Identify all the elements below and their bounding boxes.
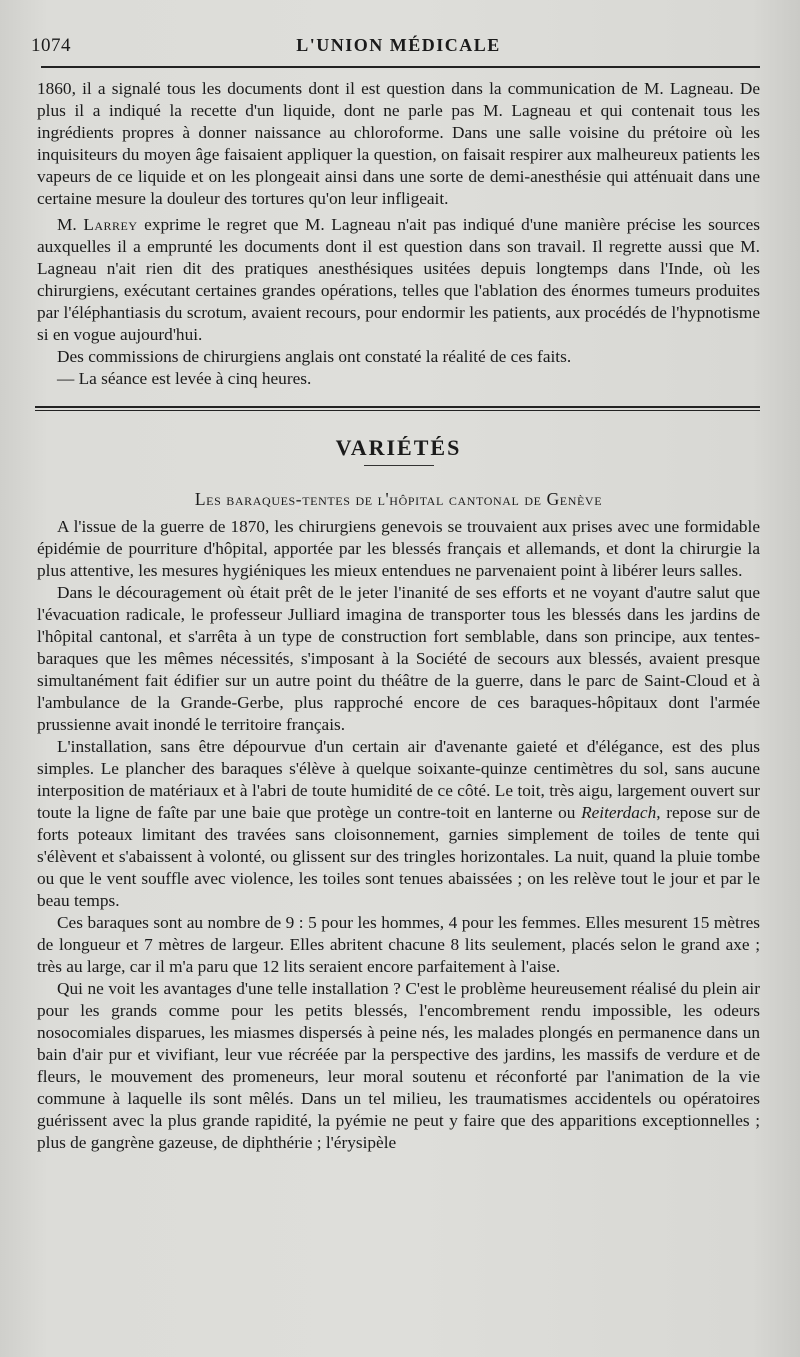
running-head	[31, 30, 760, 60]
paragraph-commissions: Des commissions de chirurgiens anglais ont constaté la réalité de ces faits.	[57, 347, 572, 366]
paragraph-closing: — La séance est levée à cinq heures.	[57, 369, 312, 388]
article-paragraph-3-text-b: , repose sur de forts poteaux limitant des travées sans cloisonnement, garnies simplement de toiles de tente qui s'élèvent et s'abaissent à volonté, ou glissent sur des tringles horizontales. La nuit, quand la pluie tombe ou que le vent souffle avec violence, les toiles sont tenues abaissées ; on les relève tout le jour et par le beau temps.	[37, 803, 760, 910]
section-divider	[35, 406, 760, 411]
article-paragraph-1: A l'issue de la guerre de 1870, les chirurgiens genevois se trouvaient aux prises avec une formidable épidémie de pourriture d'hôpital, apportée par les blessés français et allemands, et dont la chirurgie la plus attentive, les mesures hygiéniques les mieux entendues ne parvenaient point à libérer leurs salles.	[37, 517, 760, 580]
article-paragraph-3-text-a: L'installation, sans être dépourvue d'un certain air d'avenante gaieté et d'élégance, est des plus simples. Le plancher des baraques s'élève à quelque soixante-quinze centimètres du sol, sans aucune interposition de matériaux et à l'abri de toute humidité de ce côté. Le toit, très aigu, largement ouvert sur toute la ligne de faîte par une baie que protège un contre-toit en lanterne ou	[37, 737, 760, 822]
italic-term: Reiterdach	[581, 803, 657, 822]
paragraph-larrey	[37, 214, 760, 346]
speaker-name: Larrey	[83, 215, 138, 234]
paragraph-larrey-text: exprime le regret que M. Lagneau n'ait pas indiqué d'une manière précise les sources auxquelles il a emprunté les documents dont il est question dans son travail. Il regrette aussi que M. Lagneau n'ait rien dit des pratiques anesthésiques usitées depuis longtemps dans l'Inde, où les chirurgiens, exécutant certaines grandes opérations, telles que l'ablation des énormes tumeurs produites par l'éléphantiasis du scrotum, avaient recours, pour endormir les patients, aux procédés de l'hypnotisme si en vogue aujourd'hui.	[37, 215, 760, 344]
article-paragraph-5: Qui ne voit les avantages d'une telle installation ? C'est le problème heureusement réalisé du plein air pour les grands comme pour les petits blessés, l'encombrement rendu impossible, les odeurs nosocomiales disparues, les miasmes dispersés à peine nés, les malades plongés en permanence dans un bain d'air pur et vivifiant, leur vue récréée par la perspective des jardins, les massifs de verdure et de fleurs, le mouvement des promeneurs, leur moral soutenu et réconforté par l'animation de la vie commune à laquelle ils sont mêlés. Dans un tel milieu, les traumatismes accidentels ou opératoires guérissent avec la plus grande rapidité, la pyémie ne peut y faire que des apparitions exceptionnelles ; plus de gangrène gazeuse, de diphthérie ; l'érysipèle	[37, 979, 760, 1152]
paragraph-continued: 1860, il a signalé tous les documents dont il est question dans la communication de M. Lagneau. De plus il a indiqué la recette d'un liquide, dont ne parle pas M. Lagneau et qui contenait tous les ingrédients propres à donner naissance au chloroforme. Dans une salle voisine du prétoire où les inquisiteurs du moyen âge faisaient appliquer la question, on faisait respirer aux malheureux patients les vapeurs de ce liquide et on les plongeait ainsi dans une sorte de demi-anesthésie qui atténuait dans une certaine mesure la douleur des tortures qu'on leur infligeait.	[37, 79, 760, 208]
page-number: 1074	[31, 35, 71, 56]
article-title: Les baraques-tentes de l'hôpital cantonal de Genève	[194, 489, 603, 509]
paragraph-larrey-prefix: M.	[57, 215, 84, 234]
article-paragraph-2: Dans le découragement où était prêt de le jeter l'inanité de ses efforts et ne voyant d'autre salut que l'évacuation radicale, le professeur Julliard imagina de transporter tous les blessés dans les jardins de l'hôpital cantonal, et s'arrêta à un type de construction fort semblable, dans son principe, aux tentes-baraques que les mêmes nécessités, s'imposant à la Société de secours aux blessés, avaient presque simultanément fait édifier sur un autre point du théâtre de la guerre, dans le parc de Saint-Cloud et à l'ambulance de la Grande-Gerbe, plus rapproché encore de ces baraques-hôpitaux dont l'armée prussienne avait inondé le territoire français.	[37, 583, 760, 734]
section-title: VARIÉTÉS	[335, 435, 462, 460]
article-paragraph-3	[37, 736, 760, 912]
section-title-rule	[364, 465, 434, 466]
header-rule	[41, 66, 760, 68]
journal-title: L'UNION MÉDICALE	[296, 35, 501, 55]
article-paragraph-4: Ces baraques sont au nombre de 9 : 5 pour les hommes, 4 pour les femmes. Elles mesurent 15 mètres de longueur et 7 mètres de largeur. Elles abritent chacune 8 lits seulement, placés selon le grand axe ; très au large, car il m'a paru que 12 lits seraient encore parfaitement à l'aise.	[37, 913, 760, 976]
